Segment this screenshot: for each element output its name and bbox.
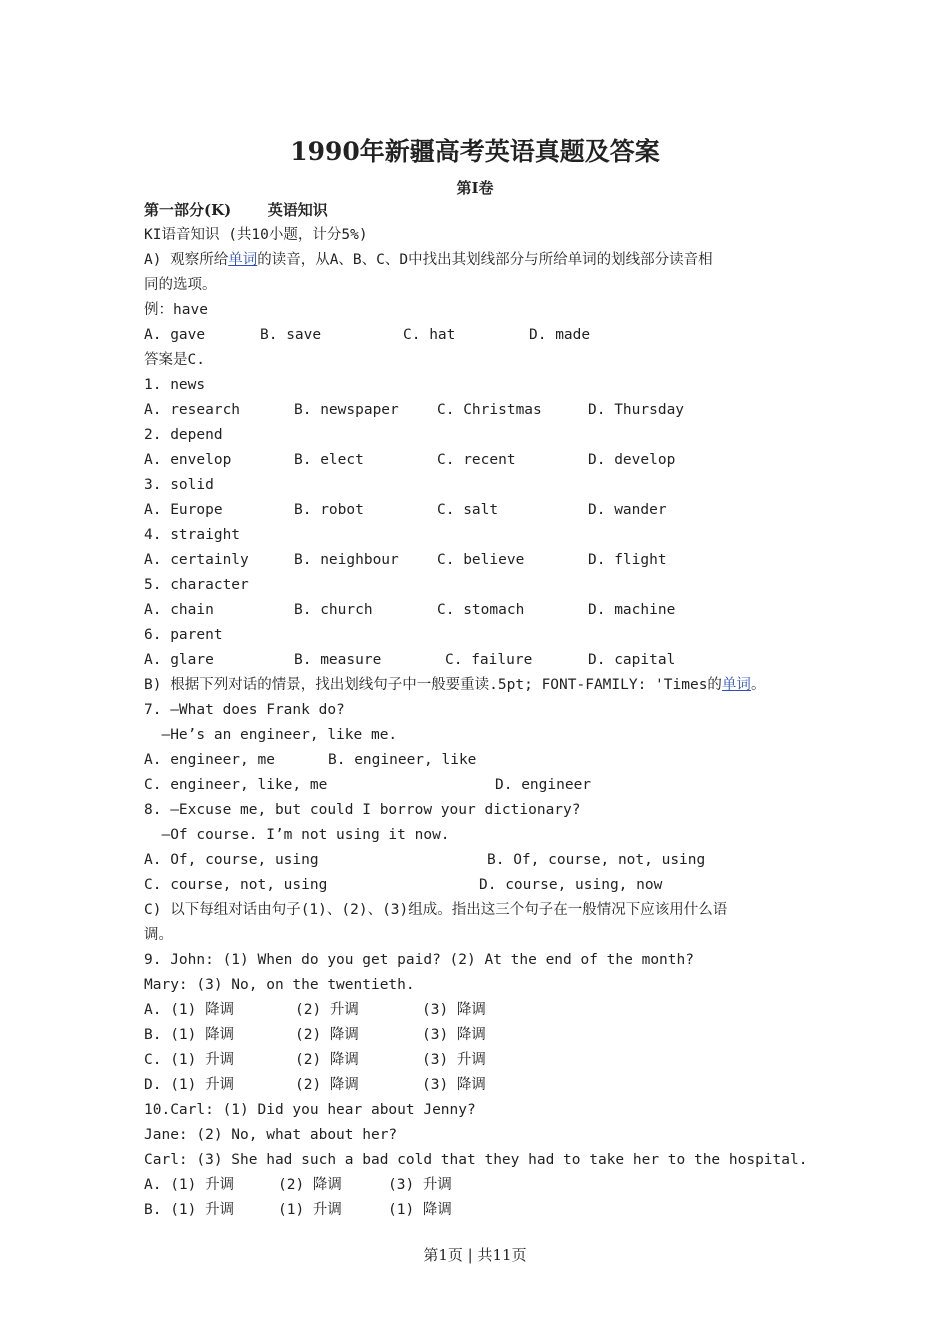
question-3: 3. solid — [144, 477, 214, 493]
option-c: C. engineer, like, me — [144, 777, 328, 793]
question-6-options — [144, 648, 824, 673]
option-b: B. church — [294, 602, 373, 618]
option-b: B. robot — [294, 502, 364, 518]
question-8-options-ab — [144, 848, 824, 873]
option-d: D. capital — [588, 652, 676, 668]
option-d: D. wander — [588, 502, 667, 518]
option-a: A. certainly — [144, 552, 249, 568]
instruction-b — [144, 673, 824, 698]
intonation-2: (2) 降调 — [278, 1177, 342, 1193]
question-10-reply: Jane: (2) No, what about her? — [144, 1127, 398, 1143]
option-c: C. recent — [437, 452, 516, 468]
intonation-3: (3) 降调 — [422, 1002, 486, 1018]
intonation-1: D. (1) 升调 — [144, 1077, 235, 1093]
intonation-2: (2) 降调 — [295, 1027, 359, 1043]
question-10-reply-2: Carl: (3) She had such a bad cold that they had to take her to the hospital. — [144, 1152, 808, 1168]
question-10-option-b — [144, 1198, 824, 1223]
option-a: A. envelop — [144, 452, 232, 468]
option-a: A. research — [144, 402, 241, 418]
example-option-b: B. save — [260, 327, 322, 343]
instruction-c-line2: 调。 — [144, 927, 173, 943]
intonation-1: A. (1) 降调 — [144, 1002, 235, 1018]
intonation-3: (3) 升调 — [388, 1177, 452, 1193]
intonation-1: C. (1) 升调 — [144, 1052, 235, 1068]
intonation-1: B. (1) 升调 — [144, 1202, 235, 1218]
option-b: B. engineer, like — [328, 752, 477, 768]
question-9-option-c — [144, 1048, 824, 1073]
question-8-reply: —Of course. I’m not using it now. — [144, 827, 450, 843]
instruction-c: C) 以下每组对话由句子(1)、(2)、(3)组成。指出这三个句子在一般情况下应该用什么语 — [144, 902, 728, 918]
question-1-options — [144, 398, 824, 423]
question-4: 4. straight — [144, 527, 241, 543]
page-footer: 第1页 | 共11页 — [423, 1246, 527, 1264]
option-b: B. Of, course, not, using — [487, 852, 706, 868]
question-7-reply: —He’s an engineer, like me. — [144, 727, 398, 743]
example-option-a: A. gave — [144, 327, 206, 343]
option-a: A. engineer, me — [144, 752, 275, 768]
question-2: 2. depend — [144, 427, 223, 443]
instruction-a-suffix: 的读音，从A、B、C、D中找出其划线部分与所给单词的划线部分读音相 — [257, 252, 713, 268]
intonation-1: B. (1) 降调 — [144, 1027, 235, 1043]
option-d: D. course, using, now — [479, 877, 663, 893]
intonation-1: A. (1) 升调 — [144, 1177, 235, 1193]
document-body — [144, 198, 824, 1223]
intonation-3: (3) 降调 — [422, 1027, 486, 1043]
option-d: D. Thursday — [588, 402, 685, 418]
question-7-options-ab — [144, 748, 824, 773]
option-b: B. elect — [294, 452, 364, 468]
intonation-3: (3) 升调 — [422, 1052, 486, 1068]
question-7: 7. —What does Frank do? — [144, 702, 345, 718]
instruction-a-line2: 同的选项。 — [144, 277, 217, 293]
intonation-2: (2) 降调 — [295, 1052, 359, 1068]
option-d: D. flight — [588, 552, 667, 568]
word-link[interactable]: 单词 — [228, 252, 258, 268]
intonation-2: (2) 降调 — [295, 1077, 359, 1093]
question-9-reply: Mary: (3) No, on the twentieth. — [144, 977, 415, 993]
question-9-option-a — [144, 998, 824, 1023]
option-c: C. stomach — [437, 602, 525, 618]
instruction-b-suffix: 。 — [750, 677, 766, 693]
question-9-option-b — [144, 1023, 824, 1048]
section-part: 第一部分(K) — [144, 201, 232, 219]
question-2-options — [144, 448, 824, 473]
question-5: 5. character — [144, 577, 249, 593]
k1-heading: KI语音知识 (共10小题，计分5%) — [144, 227, 368, 243]
question-9-option-d — [144, 1073, 824, 1098]
instruction-a — [144, 248, 824, 273]
question-5-options — [144, 598, 824, 623]
option-c: C. failure — [445, 652, 533, 668]
word-link[interactable]: 单词 — [721, 677, 751, 693]
option-c: C. Christmas — [437, 402, 542, 418]
question-8: 8. —Excuse me, but could I borrow your dictionary? — [144, 802, 581, 818]
question-4-options — [144, 548, 824, 573]
option-a: A. chain — [144, 602, 214, 618]
section-name: 英语知识 — [267, 201, 328, 219]
intonation-2: (1) 升调 — [278, 1202, 342, 1218]
intonation-2: (2) 升调 — [295, 1002, 359, 1018]
intonation-3: (3) 降调 — [422, 1077, 486, 1093]
example-option-c: C. hat — [403, 327, 456, 343]
option-b: B. newspaper — [294, 402, 399, 418]
instruction-b-prefix: B) 根据下列对话的情景，找出划线句子中一般要重读.5pt; FONT-FAMILY: 'Times的 — [144, 677, 722, 693]
option-a: A. Europe — [144, 502, 223, 518]
example-option-d: D. made — [529, 327, 591, 343]
option-d: D. engineer — [495, 777, 592, 793]
page-subtitle: 第I卷 — [456, 179, 494, 197]
example-answer: 答案是C. — [144, 352, 205, 368]
option-c: C. course, not, using — [144, 877, 328, 893]
page-title: 1990年新疆高考英语真题及答案 — [290, 137, 660, 166]
option-b: B. measure — [294, 652, 382, 668]
option-d: D. machine — [588, 602, 676, 618]
section-heading — [144, 198, 824, 223]
option-c: C. believe — [437, 552, 525, 568]
question-1: 1. news — [144, 377, 206, 393]
question-9: 9. John: (1) When do you get paid? (2) At the end of the month? — [144, 952, 694, 968]
option-a: A. glare — [144, 652, 214, 668]
option-a: A. Of, course, using — [144, 852, 319, 868]
option-c: C. salt — [437, 502, 499, 518]
instruction-a-prefix: A) 观察所给 — [144, 252, 229, 268]
example-word: 例：have — [144, 302, 208, 318]
option-b: B. neighbour — [294, 552, 399, 568]
question-8-options-cd — [144, 873, 824, 898]
option-d: D. develop — [588, 452, 676, 468]
question-6: 6. parent — [144, 627, 223, 643]
question-3-options — [144, 498, 824, 523]
question-7-options-cd — [144, 773, 824, 798]
intonation-3: (1) 降调 — [388, 1202, 452, 1218]
example-options — [144, 323, 824, 348]
question-10: 10.Carl: (1) Did you hear about Jenny? — [144, 1102, 476, 1118]
question-10-option-a — [144, 1173, 824, 1198]
